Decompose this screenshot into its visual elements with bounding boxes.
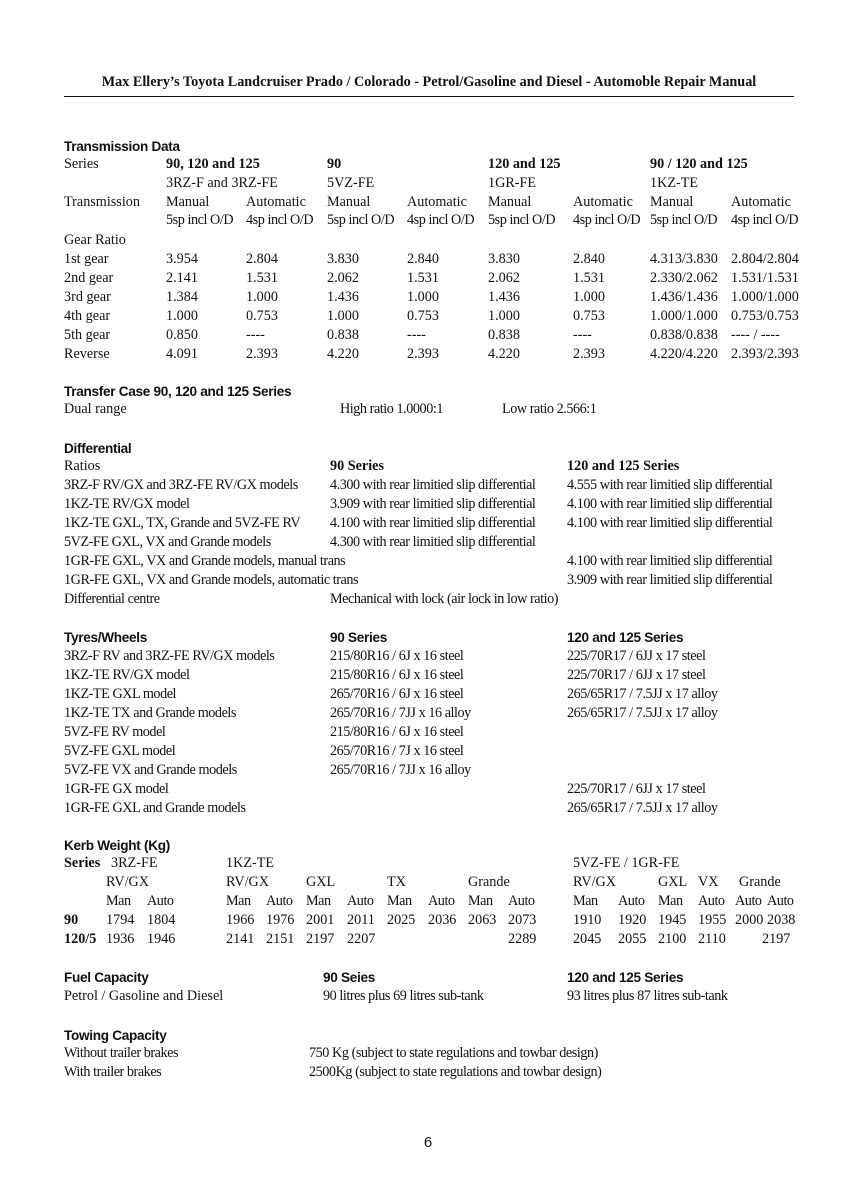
diff-row-label: 1GR-FE GXL, VX and Grande models, manual trans [64, 553, 346, 569]
gear-ratio-value: 4.220/4.220 [650, 346, 718, 362]
tyre-value-120: 265/65R17 / 7.5JJ x 17 alloy [567, 705, 718, 721]
gear-ratio-label: Gear Ratio [64, 232, 126, 248]
series-group-2: 90 [327, 156, 342, 172]
engine-group-2: 5VZ-FE [327, 175, 375, 191]
gear-row-label: 2nd gear [64, 270, 114, 286]
kerb-weight-value: 2038 [767, 912, 796, 928]
diff-row-label: Differential centre [64, 591, 160, 607]
gear-ratio-value: 2.062 [488, 270, 520, 286]
gear-ratio-value: 1.436 [327, 289, 359, 305]
kerb-engine-1kz: 1KZ-TE [226, 855, 275, 871]
kerb-trans-type: Man [226, 893, 251, 909]
tyres-heading: Tyres/Wheels [64, 630, 148, 645]
kerb-model: VX [698, 874, 719, 890]
gear-ratio-value: 2.393 [407, 346, 439, 362]
gear-ratio-value: 2.804/2.804 [731, 251, 799, 267]
transfer-low-ratio: Low ratio 2.566:1 [502, 401, 597, 417]
tyre-row-label: 1GR-FE GX model [64, 781, 169, 797]
gear-ratio-value: 1.000/1.000 [731, 289, 799, 305]
gear-ratio-value: ---- [573, 327, 592, 343]
kerb-engine-3rz: 3RZ-FE [111, 855, 158, 871]
gear-ratio-value: 3.830 [327, 251, 359, 267]
gear-ratio-value: 2.804 [246, 251, 278, 267]
transmission-speeds: 5sp incl O/D [166, 212, 234, 228]
transmission-speeds: 5sp incl O/D [488, 212, 556, 228]
gear-ratio-value: ---- [246, 327, 265, 343]
kerb-engine-5vz-1gr: 5VZ-FE / 1GR-FE [573, 855, 680, 871]
tyre-value-90: 215/80R16 / 6J x 16 steel [330, 648, 464, 664]
tyre-row-label: 1KZ-TE GXL model [64, 686, 177, 702]
kerb-trans-type: Man [573, 893, 598, 909]
engine-group-4: 1KZ-TE [650, 175, 699, 191]
gear-ratio-value: 1.531 [246, 270, 278, 286]
gear-ratio-value: 1.384 [166, 289, 198, 305]
kerb-weight-value: 2197 [762, 931, 791, 947]
kerb-weight-value: 2197 [306, 931, 335, 947]
tyre-value-90: 265/70R16 / 6J x 16 steel [330, 686, 464, 702]
diff-row-label: 1KZ-TE GXL, TX, Grande and 5VZ-FE RV [64, 515, 301, 531]
fuel-value-120: 93 litres plus 87 litres sub-tank [567, 988, 728, 1004]
gear-ratio-value: 3.830 [488, 251, 520, 267]
gear-ratio-value: 2.393 [573, 346, 605, 362]
tyre-value-90: 265/70R16 / 7JJ x 16 alloy [330, 762, 471, 778]
tyre-value-120: 225/70R17 / 6JJ x 17 steel [567, 667, 706, 683]
gear-ratio-value: 1.000 [407, 289, 439, 305]
kerb-trans-type: Auto [147, 893, 174, 909]
gear-ratio-value: 0.838/0.838 [650, 327, 718, 343]
tyres-col-120: 120 and 125 Series [567, 630, 684, 645]
transmission-speeds: 4sp incl O/D [573, 212, 641, 228]
kerb-weight-value: 1936 [106, 931, 135, 947]
gear-ratio-value: 1.000 [488, 308, 520, 324]
kerb-trans-type: Auto [266, 893, 293, 909]
tyre-value-90: 265/70R16 / 7J x 16 steel [330, 743, 464, 759]
towing-label: Without trailer brakes [64, 1045, 179, 1061]
kerb-weight-value: 2073 [508, 912, 537, 928]
fuel-heading: Fuel Capacity [64, 970, 149, 985]
kerb-trans-type: Man [106, 893, 131, 909]
series-group-1: 90, 120 and 125 [166, 156, 260, 172]
kerb-weight-value: 1966 [226, 912, 255, 928]
gear-ratio-value: 2.393 [246, 346, 278, 362]
kerb-weight-value: 1920 [618, 912, 647, 928]
diff-value-120: 4.555 with rear limitied slip differential [567, 477, 773, 493]
page-number: 6 [423, 1134, 433, 1151]
tyre-value-120: 225/70R17 / 6JJ x 17 steel [567, 781, 706, 797]
kerb-trans-type: Auto [735, 893, 762, 909]
gear-ratio-value: 1.000 [327, 308, 359, 324]
gear-ratio-value: 3.954 [166, 251, 198, 267]
kerb-model: RV/GX [573, 874, 617, 890]
gear-ratio-value: ---- [407, 327, 426, 343]
kerb-weight-value: 2151 [266, 931, 295, 947]
kerb-weight-value: 2036 [428, 912, 457, 928]
kerb-trans-type: Man [387, 893, 412, 909]
tyre-row-label: 5VZ-FE VX and Grande models [64, 762, 237, 778]
kerb-trans-type: Man [468, 893, 493, 909]
gear-ratio-value: 2.840 [573, 251, 605, 267]
gear-ratio-value: 1.000 [246, 289, 278, 305]
tyre-value-90: 215/80R16 / 6J x 16 steel [330, 667, 464, 683]
tyre-row-label: 1GR-FE GXL and Grande models [64, 800, 246, 816]
transmission-heading: Transmission Data [64, 139, 180, 154]
header-rule [64, 96, 794, 97]
kerb-weight-value: 2000 [735, 912, 764, 928]
transmission-type: Manual [488, 194, 532, 210]
kerb-weight-value: 1976 [266, 912, 295, 928]
tyre-value-120: 265/65R17 / 7.5JJ x 17 alloy [567, 686, 718, 702]
transmission-type: Automatic [573, 194, 633, 210]
diff-row-label: 3RZ-F RV/GX and 3RZ-FE RV/GX models [64, 477, 298, 493]
tyre-row-label: 5VZ-FE GXL model [64, 743, 176, 759]
kerb-model: GXL [658, 874, 688, 890]
kerb-trans-type: Auto [508, 893, 535, 909]
diff-value-120: 4.100 with rear limitied slip differential [567, 515, 773, 531]
tyre-value-120: 225/70R17 / 6JJ x 17 steel [567, 648, 706, 664]
diff-value-90: Mechanical with lock (air lock in low ratio) [330, 591, 559, 607]
tyre-value-120: 265/65R17 / 7.5JJ x 17 alloy [567, 800, 718, 816]
kerb-model: GXL [306, 874, 336, 890]
tyre-value-90: 215/80R16 / 6J x 16 steel [330, 724, 464, 740]
tyres-col-90: 90 Series [330, 630, 388, 645]
gear-row-label: 1st gear [64, 251, 109, 267]
transmission-label: Transmission [64, 194, 140, 210]
tyre-row-label: 1KZ-TE RV/GX model [64, 667, 190, 683]
gear-ratio-value: 4.220 [488, 346, 520, 362]
page-header: Max Ellery’s Toyota Landcruiser Prado / Colorado - Petrol/Gasoline and Diesel - Automoble Repair Manual [101, 74, 757, 90]
gear-ratio-value: 2.393/2.393 [731, 346, 799, 362]
diff-value-90: 4.300 with rear limitied slip differential [330, 477, 536, 493]
engine-group-1: 3RZ-F and 3RZ-FE [166, 175, 278, 191]
towing-label: With trailer brakes [64, 1064, 162, 1080]
fuel-col-120: 120 and 125 Series [567, 970, 684, 985]
gear-ratio-value: 2.840 [407, 251, 439, 267]
kerb-weight-value: 1945 [658, 912, 687, 928]
kerb-weight-value: 2207 [347, 931, 376, 947]
kerb-weight-value: 2063 [468, 912, 497, 928]
towing-value: 2500Kg (subject to state regulations and towbar design) [309, 1064, 602, 1080]
gear-ratio-value: 1.531 [573, 270, 605, 286]
transmission-type: Automatic [246, 194, 306, 210]
diff-value-120: 4.100 with rear limitied slip differential [567, 553, 773, 569]
gear-ratio-value: 1.436/1.436 [650, 289, 718, 305]
gear-row-label: 5th gear [64, 327, 111, 343]
gear-ratio-value: 1.436 [488, 289, 520, 305]
transmission-speeds: 5sp incl O/D [327, 212, 395, 228]
gear-ratio-value: 0.753 [407, 308, 439, 324]
kerb-weight-value: 1910 [573, 912, 602, 928]
kerb-weight-value: 1794 [106, 912, 135, 928]
kerb-model: RV/GX [106, 874, 150, 890]
gear-ratio-value: 0.850 [166, 327, 198, 343]
transmission-speeds: 4sp incl O/D [407, 212, 475, 228]
transmission-speeds: 4sp incl O/D [731, 212, 799, 228]
diff-value-90: 4.100 with rear limitied slip differential [330, 515, 536, 531]
kerb-trans-type: Auto [767, 893, 794, 909]
series-group-4: 90 / 120 and 125 [650, 156, 748, 172]
transfer-heading: Transfer Case 90, 120 and 125 Series [64, 384, 292, 399]
kerb-weight-value: 2055 [618, 931, 647, 947]
gear-ratio-value: 1.531 [407, 270, 439, 286]
gear-ratio-value: 1.000 [573, 289, 605, 305]
kerb-model: RV/GX [226, 874, 270, 890]
gear-ratio-value: 2.141 [166, 270, 198, 286]
kerb-trans-type: Man [658, 893, 683, 909]
tyre-row-label: 3RZ-F RV and 3RZ-FE RV/GX models [64, 648, 275, 664]
diff-value-90: 4.300 with rear limitied slip differential [330, 534, 536, 550]
diff-col-120: 120 and 125 Series [567, 458, 680, 474]
gear-ratio-value: ---- / ---- [731, 327, 780, 343]
diff-row-label: 1KZ-TE RV/GX model [64, 496, 190, 512]
gear-ratio-value: 1.531/1.531 [731, 270, 799, 286]
kerb-model: TX [387, 874, 406, 890]
transmission-speeds: 4sp incl O/D [246, 212, 314, 228]
gear-row-label: Reverse [64, 346, 110, 362]
transmission-type: Automatic [731, 194, 791, 210]
kerb-weight-value: 2001 [306, 912, 335, 928]
kerb-weight-value: 2289 [508, 931, 537, 947]
diff-value-120: 4.100 with rear limitied slip differential [567, 496, 773, 512]
tyre-row-label: 5VZ-FE RV model [64, 724, 166, 740]
towing-heading: Towing Capacity [64, 1028, 167, 1043]
kerb-weight-value: 2011 [347, 912, 375, 928]
gear-ratio-value: 2.062 [327, 270, 359, 286]
kerb-weight-value: 1946 [147, 931, 176, 947]
tyre-row-label: 1KZ-TE TX and Grande models [64, 705, 236, 721]
kerb-row-label: 90 [64, 912, 79, 928]
series-group-3: 120 and 125 [488, 156, 561, 172]
transmission-type: Manual [327, 194, 371, 210]
diff-col-90: 90 Series [330, 458, 384, 474]
kerb-row-label: 120/5 [64, 931, 97, 947]
diff-row-label: 1GR-FE GXL, VX and Grande models, automatic trans [64, 572, 359, 588]
gear-ratio-value: 2.330/2.062 [650, 270, 718, 286]
gear-row-label: 3rd gear [64, 289, 111, 305]
ratios-label: Ratios [64, 458, 101, 474]
kerb-trans-type: Auto [347, 893, 374, 909]
series-label: Series [64, 156, 99, 172]
kerb-trans-type: Auto [618, 893, 645, 909]
gear-ratio-value: 0.838 [327, 327, 359, 343]
transfer-label: Dual range [64, 401, 127, 417]
tyre-value-90: 265/70R16 / 7JJ x 16 alloy [330, 705, 471, 721]
gear-ratio-value: 0.753 [246, 308, 278, 324]
kerb-weight-value: 1955 [698, 912, 727, 928]
gear-ratio-value: 1.000 [166, 308, 198, 324]
gear-ratio-value: 4.313/3.830 [650, 251, 718, 267]
transmission-type: Manual [166, 194, 210, 210]
gear-ratio-value: 4.220 [327, 346, 359, 362]
transmission-speeds: 5sp incl O/D [650, 212, 718, 228]
gear-row-label: 4th gear [64, 308, 111, 324]
fuel-label: Petrol / Gasoline and Diesel [64, 988, 224, 1004]
kerb-weight-value: 1804 [147, 912, 176, 928]
kerb-series-label: Series [64, 855, 101, 871]
kerb-weight-value: 2100 [658, 931, 687, 947]
gear-ratio-value: 4.091 [166, 346, 198, 362]
transmission-type: Manual [650, 194, 694, 210]
diff-value-120: 3.909 with rear limitied slip differential [567, 572, 773, 588]
transmission-type: Automatic [407, 194, 467, 210]
gear-ratio-value: 0.753/0.753 [731, 308, 799, 324]
kerb-trans-type: Auto [428, 893, 455, 909]
kerb-model: Grande [468, 874, 510, 890]
kerb-weight-value: 2045 [573, 931, 602, 947]
gear-ratio-value: 0.753 [573, 308, 605, 324]
gear-ratio-value: 1.000/1.000 [650, 308, 718, 324]
fuel-value-90: 90 litres plus 69 litres sub-tank [323, 988, 484, 1004]
gear-ratio-value: 0.838 [488, 327, 520, 343]
kerb-heading: Kerb Weight (Kg) [64, 838, 170, 853]
fuel-col-90: 90 Seies [323, 970, 376, 985]
diff-row-label: 5VZ-FE GXL, VX and Grande models [64, 534, 271, 550]
kerb-trans-type: Man [306, 893, 331, 909]
kerb-trans-type: Auto [698, 893, 725, 909]
engine-group-3: 1GR-FE [488, 175, 537, 191]
differential-heading: Differential [64, 441, 132, 456]
towing-value: 750 Kg (subject to state regulations and towbar design) [309, 1045, 598, 1061]
kerb-weight-value: 2110 [698, 931, 726, 947]
kerb-model: Grande [739, 874, 781, 890]
kerb-weight-value: 2141 [226, 931, 255, 947]
diff-value-90: 3.909 with rear limitied slip differential [330, 496, 536, 512]
transfer-high-ratio: High ratio 1.0000:1 [340, 401, 443, 417]
kerb-weight-value: 2025 [387, 912, 416, 928]
